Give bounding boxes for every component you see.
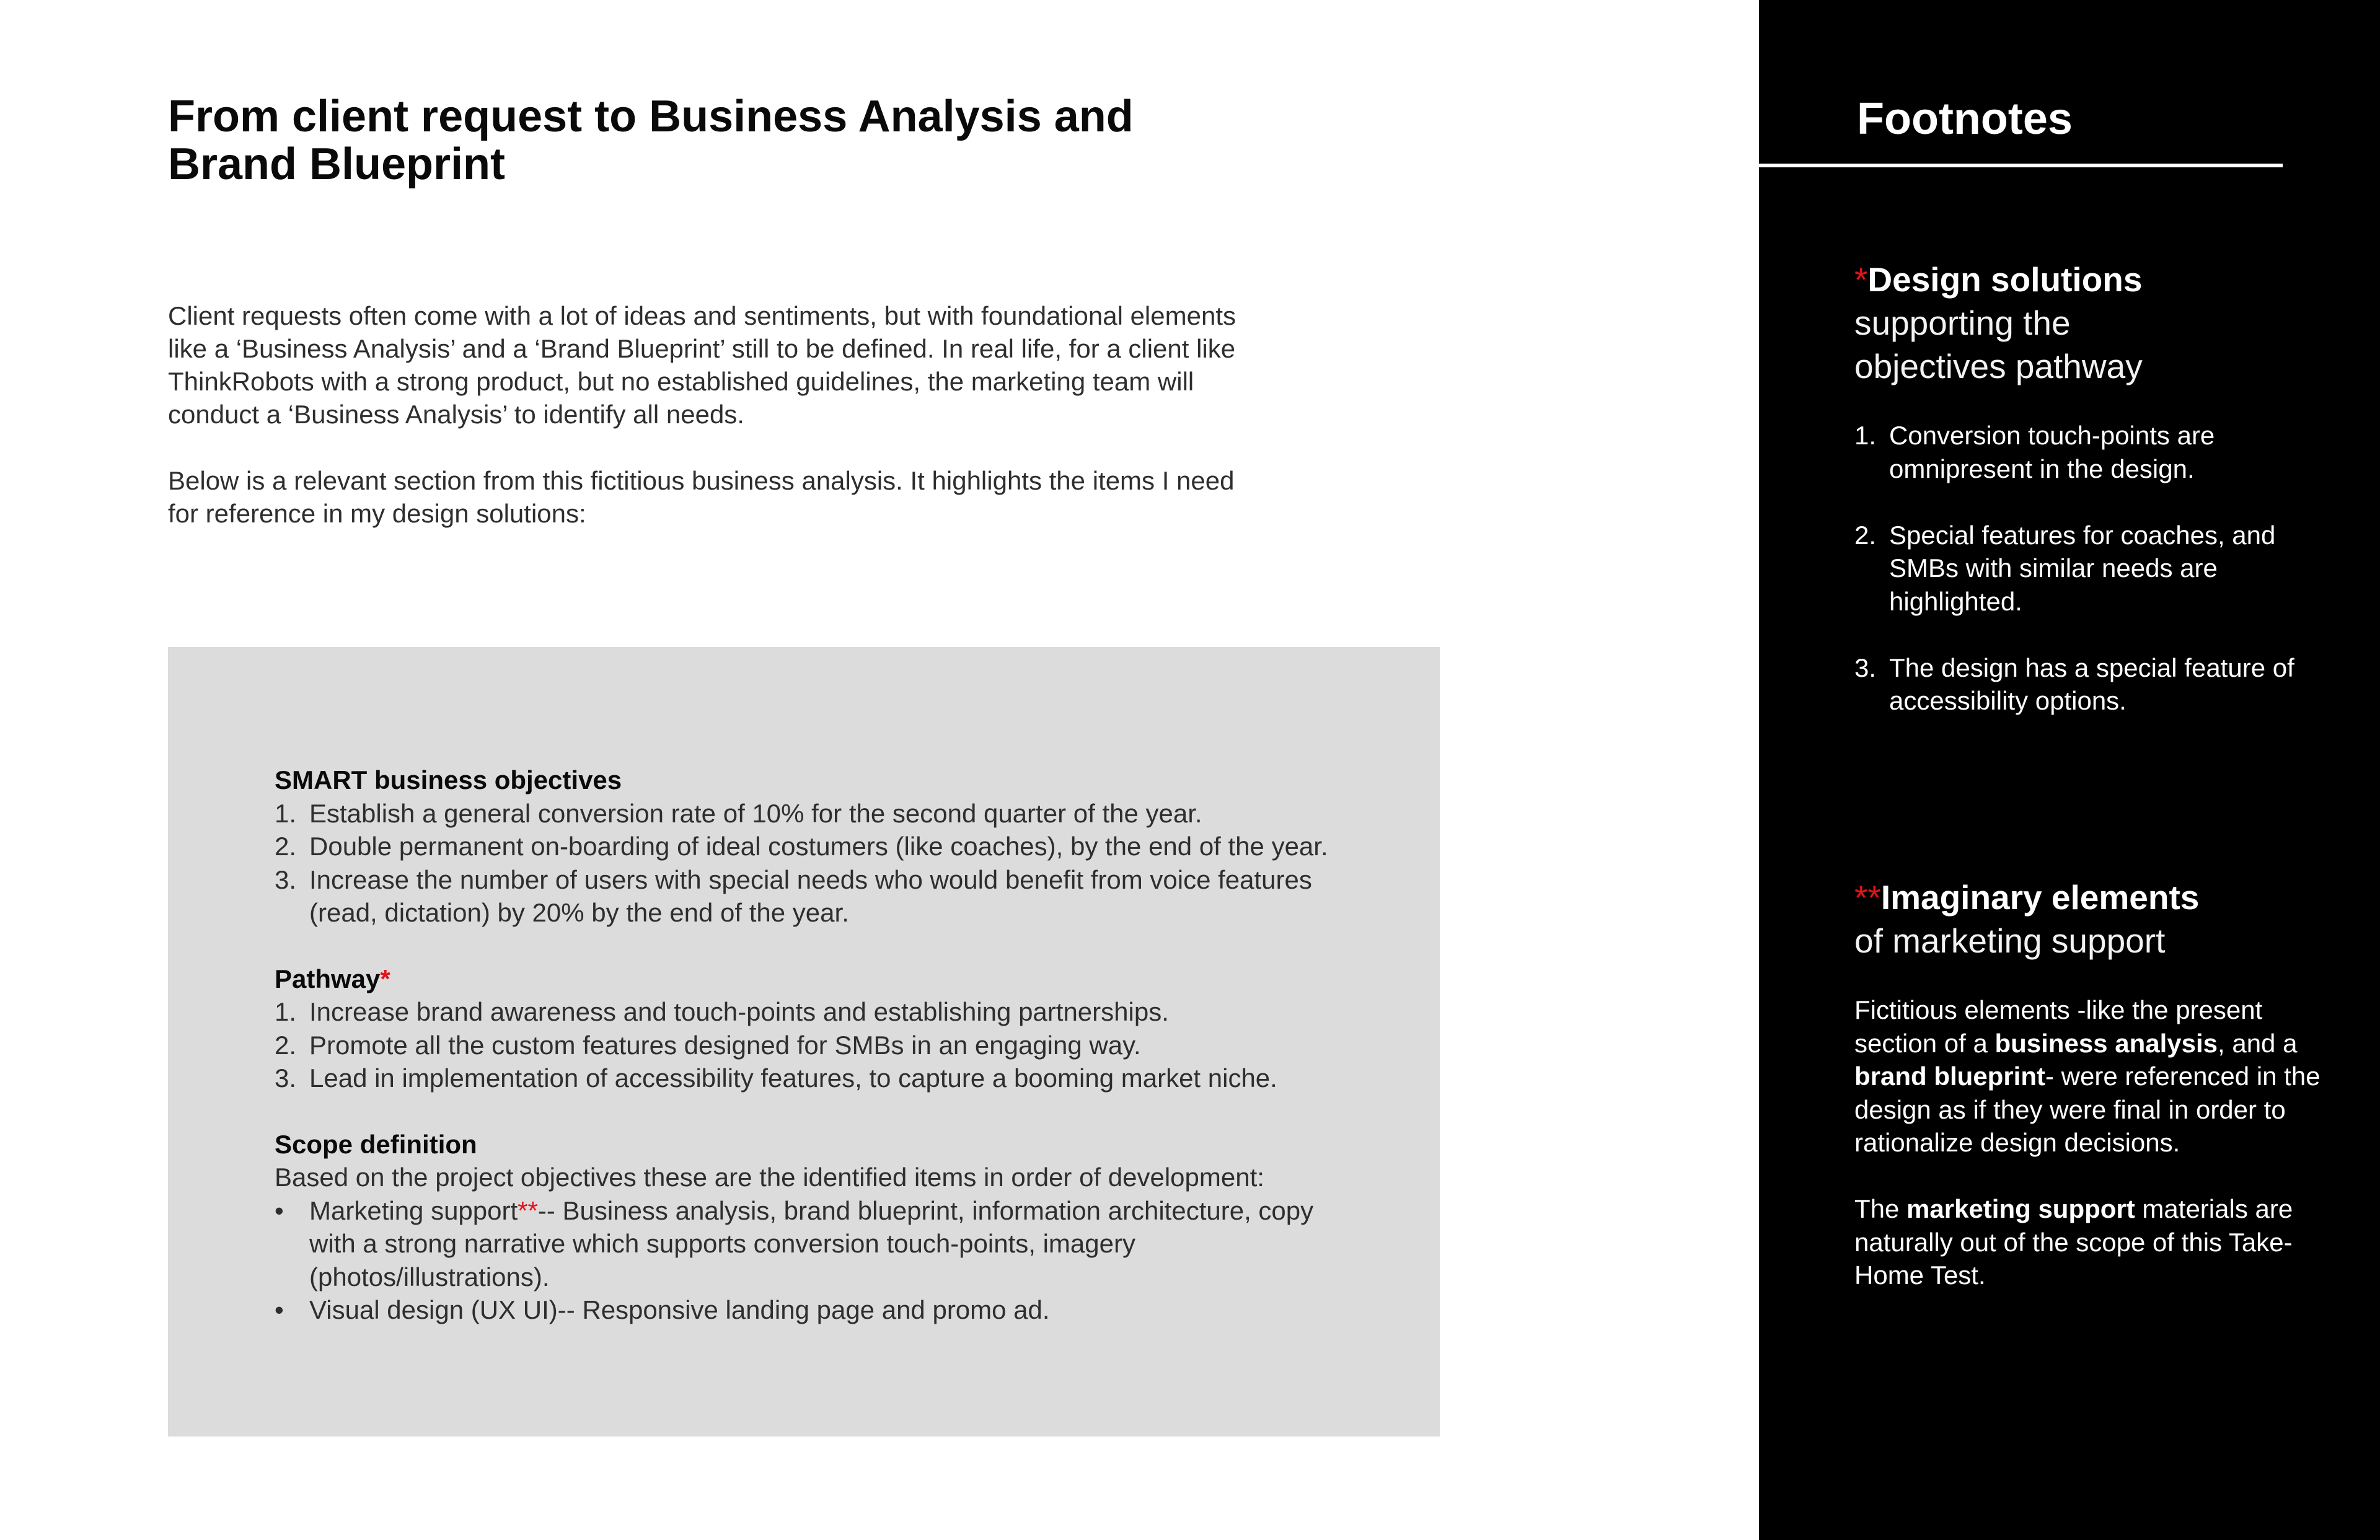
list-number: 3. bbox=[275, 1063, 297, 1093]
scope-intro: Based on the project objectives these are the identified items in order of development: bbox=[275, 1163, 1264, 1192]
list-item bbox=[275, 1194, 1341, 1294]
footnote-marker: ** bbox=[1854, 878, 1881, 917]
pathway-list bbox=[275, 995, 1341, 1095]
list-item bbox=[1854, 651, 2338, 718]
footnote-heading-bold: Design solutions bbox=[1867, 260, 2143, 299]
business-analysis-content bbox=[275, 763, 1341, 1327]
footnote-marker: * bbox=[380, 964, 390, 993]
list-number: 1. bbox=[275, 997, 297, 1026]
intro-text bbox=[168, 299, 1271, 563]
list-item-text: Special features for coaches, and SMBs with similar needs are highlighted. bbox=[1889, 520, 2276, 616]
list-item bbox=[275, 995, 1341, 1029]
list-number: 3. bbox=[1854, 653, 1877, 682]
footnotes-title: Footnotes bbox=[1857, 94, 2073, 144]
list-number: 2. bbox=[275, 832, 297, 861]
footnote-bold-term: marketing support bbox=[1906, 1194, 2135, 1223]
footnote-heading bbox=[1854, 876, 2338, 962]
list-item bbox=[275, 863, 1341, 930]
pathway-heading bbox=[275, 962, 1341, 996]
footnote-design-solutions bbox=[1854, 258, 2338, 750]
footnote-heading bbox=[1854, 258, 2338, 388]
list-item bbox=[275, 797, 1341, 830]
list-number: 1. bbox=[1854, 421, 1877, 450]
list-number: 1. bbox=[275, 798, 297, 828]
footnote-heading-sub: supporting the bbox=[1854, 304, 2071, 342]
footnote-bold-term: brand blueprint bbox=[1854, 1062, 2045, 1091]
footnote-text: - were referenced in the design as if they were final in order to rationalize design decisions. bbox=[1854, 1062, 2320, 1157]
footnote-paragraph bbox=[1854, 993, 2338, 1159]
footnote-paragraph bbox=[1854, 1192, 2338, 1292]
smart-objectives-heading: SMART business objectives bbox=[275, 765, 622, 794]
footnote-body bbox=[1854, 993, 2338, 1292]
footnote-text: , and a bbox=[2218, 1028, 2298, 1058]
bullet-icon: • bbox=[275, 1195, 284, 1225]
list-number: 2. bbox=[275, 1030, 297, 1060]
list-item-text: Lead in implementation of accessibility features, to capture a booming market niche. bbox=[309, 1063, 1277, 1093]
footnote-marker: * bbox=[1854, 260, 1868, 299]
intro-paragraph-2: Below is a relevant section from this fictitious business analysis. It highlights the items I need for reference in my design solutions: bbox=[168, 466, 1235, 528]
list-number: 2. bbox=[1854, 520, 1877, 550]
footnote-marker: ** bbox=[518, 1195, 538, 1225]
page-title: From client request to Business Analysis and Brand Blueprint bbox=[168, 92, 1134, 189]
footnote-text: The bbox=[1854, 1194, 1907, 1223]
footnotes-divider bbox=[1759, 164, 2283, 167]
smart-objectives-list bbox=[275, 797, 1341, 930]
scope-heading: Scope definition bbox=[275, 1129, 477, 1159]
footnote-text: Fictitious elements -like the present section of a bbox=[1854, 995, 2263, 1058]
footnote-heading-sub: objectives pathway bbox=[1854, 347, 2143, 385]
pathway-section bbox=[275, 962, 1341, 1095]
business-analysis-panel bbox=[168, 647, 1440, 1437]
list-item-text: Increase brand awareness and touch-points and establishing partnerships. bbox=[309, 997, 1169, 1026]
list-item bbox=[275, 1293, 1341, 1327]
list-item bbox=[275, 830, 1341, 863]
pathway-heading-label: Pathway bbox=[275, 964, 381, 993]
list-item-text: Double permanent on-boarding of ideal costumers (like coaches), by the end of the year. bbox=[309, 832, 1328, 861]
scope-section bbox=[275, 1128, 1341, 1327]
footnote-text: materials are naturally out of the scope of this Take-Home Test. bbox=[1854, 1194, 2293, 1290]
list-item-text: Promote all the custom features designed for SMBs in an engaging way. bbox=[309, 1030, 1141, 1060]
list-item bbox=[275, 1029, 1341, 1062]
bullet-icon: • bbox=[275, 1295, 284, 1324]
list-item-text: The design has a special feature of accessibility options. bbox=[1889, 653, 2294, 715]
footnotes-sidebar bbox=[1759, 0, 2380, 1540]
list-item bbox=[275, 1062, 1341, 1095]
list-item-text: -- Business analysis, brand blueprint, information architecture, copy with a strong narrative which supports conversion touch-points, imagery (photos/illustrations). bbox=[309, 1195, 1314, 1291]
list-item-text: Visual design (UX UI)-- Responsive landing page and promo ad. bbox=[309, 1295, 1050, 1324]
footnote-imaginary-elements bbox=[1854, 876, 2338, 1325]
scope-list bbox=[275, 1194, 1341, 1327]
intro-paragraph-1: Client requests often come with a lot of ideas and sentiments, but with foundational elements like a ‘Business Analysis’ and a ‘Brand Blueprint’ still to be defined. In real life, for a client like ThinkRobots with a strong product, but no established guidelines, the marketing team will conduct a ‘Business Analysis’ to identify all needs. bbox=[168, 301, 1236, 429]
footnote-body bbox=[1854, 419, 2338, 718]
footnote-bold-term: business analysis bbox=[1994, 1028, 2218, 1058]
list-item-text: Increase the number of users with special needs who would benefit from voice features (read, dictation) by 20% by the end of the year. bbox=[309, 865, 1312, 927]
list-item bbox=[1854, 519, 2338, 618]
list-item-text: Conversion touch-points are omnipresent in the design. bbox=[1889, 421, 2215, 483]
footnote-heading-sub: of marketing support bbox=[1854, 922, 2166, 960]
scope-item-label: Marketing support bbox=[309, 1195, 518, 1225]
footnote-list bbox=[1854, 419, 2338, 718]
list-item-text: Establish a general conversion rate of 10% for the second quarter of the year. bbox=[309, 798, 1202, 828]
list-number: 3. bbox=[275, 865, 297, 894]
smart-objectives-section bbox=[275, 763, 1341, 930]
list-item bbox=[1854, 419, 2338, 485]
footnote-heading-bold: Imaginary elements bbox=[1880, 878, 2200, 917]
